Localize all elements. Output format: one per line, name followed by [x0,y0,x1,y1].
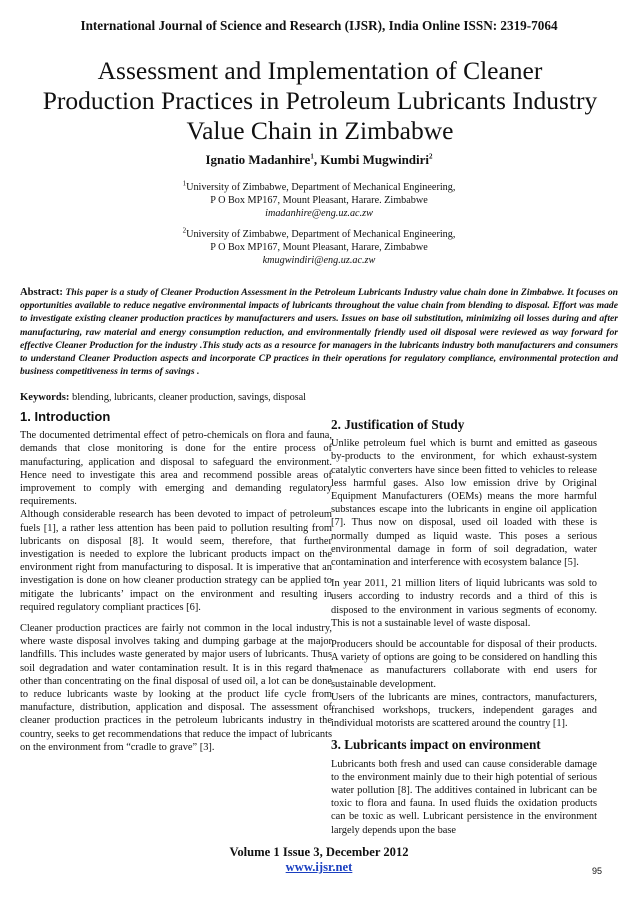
page-number: 95 [592,866,603,876]
right-column [331,418,597,845]
affiliation-1-line1: University of Zimbabwe, Department of Mechanical Engineering, [186,182,456,193]
section-1-paragraph: The documented detrimental effect of petro-chemicals on flora and fauna, demands that close monitoring is done for the entire process of manufacturing, application and disposal to safeguard the environment. Hence need to investigate this area and recommend possible areas of improvement to comply with emerging and demanding regulatory requirements. [20,430,332,508]
section-3-paragraph: Lubricants both fresh and used can cause considerable damage to the environment mainly due to their high potential of serious water pollution [8]. The additives contained in lubricant can be toxic to flora and fauna. In used fluids the oxidation products can be toxic as well. Lubricant persistence in the environment largely depends upon the base [331,758,597,836]
authors [0,152,638,168]
section-1-paragraph: Cleaner production practices are fairly not common in the local industry, where waste disposal involves taking and dumping garbage at the major landfills. This includes waste generated by major users of lubricants. Thus soil degradation and water contamination result. It is in this regard that other than concentrating on the final disposal of used oil, a lot can be done to reduce lubricants waste by looking at the product life cycle from manufacture, distribution, application and disposal. The assessment of cleaner production practices in the petroleum lubricants industry in the country, seeks to get recommendations that reduce the impact of lubricants on the environment from “cradle to grave” [3]. [20,623,332,753]
section-1-paragraph: Although considerable research has been devoted to impact of petroleum fuels [1], a rather less attention has been paid to pollution resulting from lubricants on disposal [8]. It would seem, therefore, that further investigation is needed to explore the lubricant products impact on the environment right from manufacturing to disposal. It is imperative that an investigation is done on how cleaner production strategy can be applied to mitigate the lubricants’ impact on the environment and resulting in required regulatory compliant practices [6]. [20,509,332,613]
abstract [20,286,618,378]
affiliation-2-email[interactable]: kmugwindiri@eng.uz.ac.zw [262,255,376,266]
keyword-first: blending [71,392,110,403]
section-2-heading: 2. Justification of Study [331,417,465,432]
footer-volume: Volume 1 Issue 3, December 2012 [229,845,409,859]
section-1-heading: 1. Introduction [20,409,111,424]
abstract-text: This paper is a study of Cleaner Production Assessment in the Petroleum Lubricants Industry value chain done in Zimbabwe. It focuses on opportunities available to reduce negative environmental impacts of lubricants throughout the value chain from blending to disposal. Effort was made to investigate existing cleaner production practices by manufacturers and users. Issues on base oil substitution, minimizing oil losses during and after manufacturing, raw material and energy consumption reduction, and environmentally friendly used oil disposal were reviewed as way forward for effective Cleaner Production for the industry .This study acts as a resource for managers in the lubricants industry both manufacturers and consumers to understand Cleaner Production aspects and incorporate CP practices in their operations for regulatory compliance, environmental protection and business competitiveness in terms of savings . [20,287,618,378]
author-1-sup: 1 [310,152,314,161]
footer-url-link[interactable]: www.ijsr.net [285,860,353,874]
journal-header: International Journal of Science and Research (IJSR), India Online ISSN: 2319-7064 [80,18,558,33]
affiliation-1-line2: P O Box MP167, Mount Pleasant, Harare. Zimbabwe [210,195,428,206]
section-2-paragraph: Users of the lubricants are mines, contractors, manufacturers, franchised workshops, truckers, independent garages and individual motorists are scattered around the country [1]. [331,691,597,730]
keywords-rest: , lubricants, cleaner production, savings, disposal [109,392,306,403]
left-column [20,410,332,762]
affiliation-2-sup: 2 [182,226,187,235]
affiliation-2-line1: University of Zimbabwe, Department of Mechanical Engineering, [186,229,456,240]
author-1: Ignatio Madanhire [205,152,311,167]
keywords [20,392,618,403]
section-2-paragraph: Unlike petroleum fuel which is burnt and emitted as gaseous by-products to the environment, for which exhaust-system catalytic converters have since been fitted to vehicles to release less harmful gases. Also low emission drive by Original Equipment Manufacturers (OEMs) means the more harmful substances escape into the lubricants in engine oil application [7]. Thus now on disposal, used oil loaded with these is normally dumped as liquid waste. This poses a serious environmental damage in form of soil degradation, water contamination and interference with ecosystem balance [5]. [331,438,597,569]
section-3-heading: 3. Lubricants impact on environment [331,737,541,753]
paper-title: Assessment and Implementation of Cleaner Production Practices in Petroleum Lubricants Industry Value Chain in Zimbabwe [42,56,598,145]
author-2: Kumbi Mugwindiri [320,152,430,167]
footer [0,845,638,875]
affiliation-1-sup: 1 [182,179,187,188]
keywords-label: Keywords: [20,392,70,403]
author-separator: , [313,152,321,167]
section-2-paragraph: Producers should be accountable for disposal of their products. A variety of options are going to be considered on handling this menace as manufacturers collaborate with end users for sustainable development. [331,639,597,690]
abstract-label: Abstract: [20,287,63,298]
section-2-paragraph: In year 2011, 21 million liters of liquid lubricants was sold to users according to industry records and a third of this is disposed to the environment in various segments of economy. This is not a sustainable level of waste disposal. [331,578,597,629]
author-2-sup: 2 [429,152,433,161]
affiliation-2-line2: P O Box MP167, Mount Pleasant, Harare, Zimbabwe [210,242,428,253]
affiliation-2 [0,228,638,267]
affiliation-1-email[interactable]: imadanhire@eng.uz.ac.zw [265,208,373,219]
affiliation-1 [0,181,638,220]
